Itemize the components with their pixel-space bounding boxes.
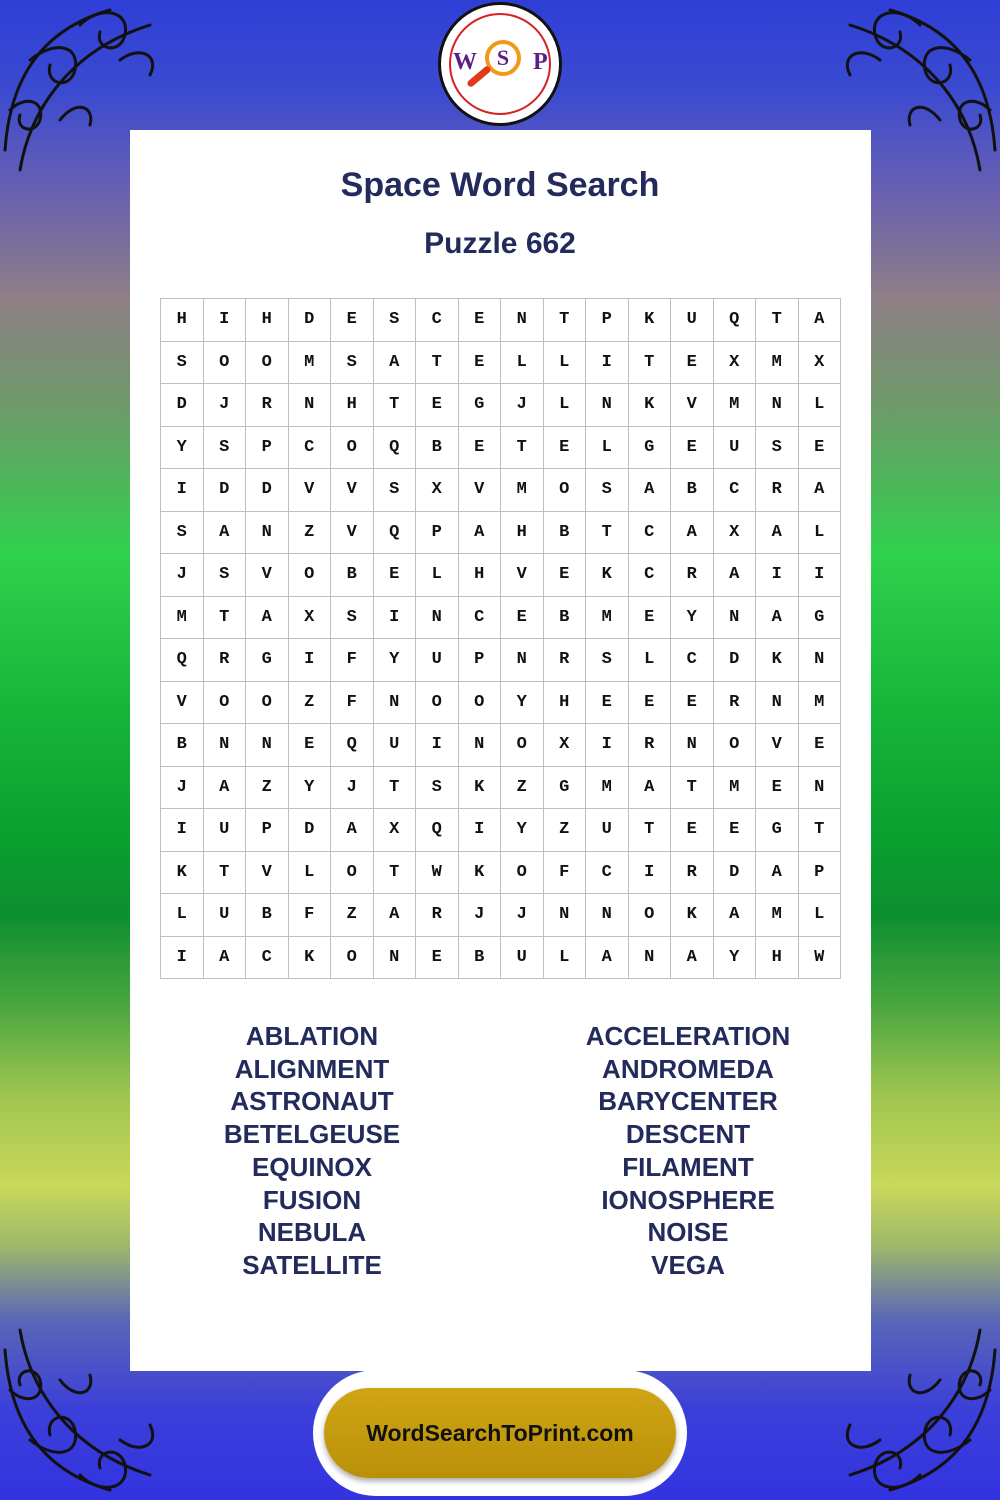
grid-cell[interactable]: M — [501, 469, 544, 512]
grid-cell[interactable]: M — [714, 767, 757, 810]
grid-cell[interactable]: M — [714, 384, 757, 427]
grid-cell[interactable]: L — [501, 342, 544, 385]
grid-cell[interactable]: R — [671, 852, 714, 895]
grid-cell[interactable]: V — [501, 554, 544, 597]
grid-cell[interactable]: R — [246, 384, 289, 427]
grid-cell[interactable]: E — [799, 427, 842, 470]
grid-cell[interactable]: A — [204, 767, 247, 810]
grid-cell[interactable]: N — [671, 724, 714, 767]
grid-cell[interactable]: I — [416, 724, 459, 767]
grid-cell[interactable]: T — [204, 852, 247, 895]
grid-cell[interactable]: J — [501, 384, 544, 427]
grid-cell[interactable]: Q — [374, 427, 417, 470]
grid-cell[interactable]: T — [374, 767, 417, 810]
grid-cell[interactable]: J — [161, 767, 204, 810]
grid-cell[interactable]: Y — [501, 809, 544, 852]
grid-cell[interactable]: S — [161, 512, 204, 555]
word-list-item: ACCELERATION — [585, 1021, 791, 1051]
word-list-item: ABLATION — [245, 1021, 379, 1051]
grid-cell[interactable]: S — [331, 597, 374, 640]
grid-cell[interactable]: S — [204, 427, 247, 470]
grid-cell[interactable]: K — [629, 299, 672, 342]
grid-cell[interactable]: A — [756, 512, 799, 555]
grid-cell[interactable]: G — [246, 639, 289, 682]
word-list-item: VEGA — [651, 1249, 725, 1280]
grid-cell[interactable]: N — [246, 724, 289, 767]
grid-cell[interactable]: D — [246, 469, 289, 512]
grid-cell[interactable]: I — [629, 852, 672, 895]
grid-cell[interactable]: P — [416, 512, 459, 555]
grid-cell[interactable]: L — [161, 894, 204, 937]
grid-cell[interactable]: E — [671, 342, 714, 385]
grid-cell[interactable]: B — [246, 894, 289, 937]
grid-cell[interactable]: T — [204, 597, 247, 640]
grid-cell[interactable]: C — [586, 852, 629, 895]
grid-cell[interactable]: F — [544, 852, 587, 895]
grid-cell[interactable]: G — [629, 427, 672, 470]
logo-letter-w: W — [453, 49, 477, 75]
grid-cell[interactable]: S — [331, 342, 374, 385]
grid-cell[interactable]: N — [416, 597, 459, 640]
grid-cell[interactable]: H — [756, 937, 799, 980]
grid-cell[interactable]: N — [501, 639, 544, 682]
grid-cell[interactable]: T — [374, 852, 417, 895]
grid-cell[interactable]: A — [714, 554, 757, 597]
grid-cell[interactable]: K — [671, 894, 714, 937]
grid-cell[interactable]: V — [246, 852, 289, 895]
grid-cell[interactable]: L — [629, 639, 672, 682]
grid-cell[interactable]: H — [544, 682, 587, 725]
grid-cell[interactable]: T — [756, 299, 799, 342]
grid-cell[interactable]: L — [416, 554, 459, 597]
grid-cell[interactable]: T — [799, 809, 842, 852]
grid-cell[interactable]: V — [331, 512, 374, 555]
grid-cell[interactable]: H — [459, 554, 502, 597]
grid-cell[interactable]: O — [544, 469, 587, 512]
grid-cell[interactable]: A — [374, 894, 417, 937]
grid-cell[interactable]: D — [289, 299, 332, 342]
grid-cell[interactable]: A — [671, 937, 714, 980]
grid-cell[interactable]: X — [374, 809, 417, 852]
grid-cell[interactable]: R — [756, 469, 799, 512]
grid-cell[interactable]: B — [161, 724, 204, 767]
grid-cell[interactable]: K — [629, 384, 672, 427]
grid-cell[interactable]: C — [416, 299, 459, 342]
grid-cell[interactable]: T — [501, 427, 544, 470]
grid-cell[interactable]: O — [459, 682, 502, 725]
word-list-right — [538, 1020, 838, 1282]
grid-cell[interactable]: Y — [671, 597, 714, 640]
grid-cell[interactable]: L — [544, 342, 587, 385]
grid-cell[interactable]: U — [671, 299, 714, 342]
grid-cell[interactable]: S — [586, 639, 629, 682]
grid-cell[interactable]: Z — [501, 767, 544, 810]
grid-cell[interactable]: Q — [331, 724, 374, 767]
grid-cell[interactable]: N — [289, 384, 332, 427]
grid-cell[interactable]: F — [331, 639, 374, 682]
grid-cell[interactable]: E — [756, 767, 799, 810]
grid-cell[interactable]: T — [629, 342, 672, 385]
grid-cell[interactable]: X — [799, 342, 842, 385]
site-logo[interactable] — [438, 2, 562, 126]
grid-cell[interactable]: D — [714, 639, 757, 682]
grid-cell[interactable]: A — [756, 597, 799, 640]
grid-cell[interactable]: B — [416, 427, 459, 470]
grid-cell[interactable]: H — [501, 512, 544, 555]
grid-cell[interactable]: L — [289, 852, 332, 895]
grid-cell[interactable]: G — [799, 597, 842, 640]
grid-cell[interactable]: T — [544, 299, 587, 342]
grid-cell[interactable]: V — [331, 469, 374, 512]
grid-cell[interactable]: A — [799, 299, 842, 342]
grid-cell[interactable]: E — [544, 427, 587, 470]
grid-cell[interactable]: F — [289, 894, 332, 937]
grid-cell[interactable]: C — [714, 469, 757, 512]
grid-cell[interactable]: E — [671, 809, 714, 852]
grid-cell[interactable]: E — [586, 682, 629, 725]
grid-cell[interactable]: B — [671, 469, 714, 512]
grid-cell[interactable]: G — [459, 384, 502, 427]
grid-cell[interactable]: I — [756, 554, 799, 597]
word-list-item: DESCENT — [625, 1119, 751, 1150]
grid-cell[interactable]: I — [586, 724, 629, 767]
grid-cell[interactable]: A — [204, 937, 247, 980]
logo-letter-p: P — [533, 49, 548, 75]
logo-letter-s: S — [496, 45, 510, 70]
grid-cell[interactable]: I — [799, 554, 842, 597]
grid-cell[interactable]: S — [161, 342, 204, 385]
grid-cell[interactable]: T — [629, 809, 672, 852]
grid-cell[interactable]: H — [161, 299, 204, 342]
grid-cell[interactable]: A — [246, 597, 289, 640]
grid-cell[interactable]: E — [501, 597, 544, 640]
grid-cell[interactable]: D — [289, 809, 332, 852]
grid-cell[interactable]: E — [459, 342, 502, 385]
word-list-left — [162, 1020, 462, 1282]
word-list-item: FUSION — [262, 1184, 362, 1215]
grid-cell[interactable]: N — [459, 724, 502, 767]
grid-cell[interactable]: I — [374, 597, 417, 640]
grid-cell[interactable]: A — [629, 469, 672, 512]
grid-cell[interactable]: N — [756, 384, 799, 427]
grid-cell[interactable]: L — [544, 384, 587, 427]
grid-cell[interactable]: U — [714, 427, 757, 470]
word-list-item: NEBULA — [257, 1217, 367, 1248]
grid-cell[interactable]: O — [289, 554, 332, 597]
grid-cell[interactable]: E — [671, 427, 714, 470]
grid-cell[interactable]: W — [416, 852, 459, 895]
grid-cell[interactable]: M — [289, 342, 332, 385]
grid-cell[interactable]: P — [586, 299, 629, 342]
grid-cell[interactable]: J — [501, 894, 544, 937]
word-list-item: ANDROMEDA — [602, 1053, 774, 1084]
grid-cell[interactable]: N — [374, 682, 417, 725]
grid-cell[interactable]: J — [459, 894, 502, 937]
grid-cell[interactable]: H — [246, 299, 289, 342]
grid-cell[interactable]: E — [544, 554, 587, 597]
page-title: Space Word Search — [340, 166, 660, 204]
grid-cell[interactable]: I — [586, 342, 629, 385]
grid-cell[interactable]: E — [416, 937, 459, 980]
grid-cell[interactable]: O — [246, 342, 289, 385]
grid-cell[interactable]: O — [331, 427, 374, 470]
word-list-item: SATELLITE — [242, 1249, 382, 1280]
grid-cell[interactable]: W — [799, 937, 842, 980]
grid-cell[interactable]: Y — [289, 767, 332, 810]
grid-cell[interactable]: N — [374, 937, 417, 980]
grid-cell[interactable]: O — [501, 852, 544, 895]
grid-cell[interactable]: S — [374, 299, 417, 342]
grid-cell[interactable]: Y — [161, 427, 204, 470]
grid-cell[interactable]: D — [714, 852, 757, 895]
grid-cell[interactable]: D — [204, 469, 247, 512]
grid-cell[interactable]: A — [331, 809, 374, 852]
word-list-item: NOISE — [647, 1217, 729, 1248]
grid-cell[interactable]: Y — [714, 937, 757, 980]
grid-cell[interactable]: N — [714, 597, 757, 640]
grid-cell[interactable]: K — [586, 554, 629, 597]
grid-cell[interactable]: C — [671, 639, 714, 682]
grid-cell[interactable]: O — [331, 852, 374, 895]
grid-cell[interactable]: S — [756, 427, 799, 470]
grid-cell[interactable]: V — [246, 554, 289, 597]
grid-cell[interactable]: I — [161, 809, 204, 852]
grid-cell[interactable]: L — [799, 512, 842, 555]
grid-cell[interactable]: A — [629, 767, 672, 810]
grid-cell[interactable]: U — [204, 894, 247, 937]
grid-cell[interactable]: X — [714, 342, 757, 385]
word-list-item: EQUINOX — [252, 1151, 372, 1182]
grid-cell[interactable]: B — [331, 554, 374, 597]
grid-cell[interactable]: R — [714, 682, 757, 725]
grid-cell[interactable]: P — [246, 427, 289, 470]
grid-cell[interactable]: M — [756, 894, 799, 937]
grid-cell[interactable]: T — [671, 767, 714, 810]
grid-cell[interactable]: B — [544, 512, 587, 555]
word-list-item: IONOSPHERE — [601, 1184, 775, 1215]
grid-cell[interactable]: L — [799, 384, 842, 427]
grid-cell[interactable]: L — [544, 937, 587, 980]
grid-cell[interactable]: C — [246, 937, 289, 980]
grid-cell[interactable]: Z — [289, 512, 332, 555]
grid-cell[interactable]: A — [714, 894, 757, 937]
grid-cell[interactable]: I — [204, 299, 247, 342]
grid-cell[interactable]: P — [246, 809, 289, 852]
grid-cell[interactable]: U — [501, 937, 544, 980]
grid-cell[interactable]: Y — [374, 639, 417, 682]
grid-cell[interactable]: O — [204, 342, 247, 385]
grid-cell[interactable]: V — [671, 384, 714, 427]
grid-cell[interactable]: E — [416, 384, 459, 427]
grid-cell[interactable]: P — [459, 639, 502, 682]
grid-cell[interactable]: E — [459, 427, 502, 470]
grid-cell[interactable]: Q — [161, 639, 204, 682]
grid-cell[interactable]: X — [714, 512, 757, 555]
grid-cell[interactable]: A — [756, 852, 799, 895]
grid-cell[interactable]: K — [289, 937, 332, 980]
grid-cell[interactable]: Q — [714, 299, 757, 342]
grid-cell[interactable]: O — [629, 894, 672, 937]
grid-cell[interactable]: O — [246, 682, 289, 725]
grid-cell[interactable]: K — [459, 767, 502, 810]
grid-cell[interactable]: O — [416, 682, 459, 725]
grid-cell[interactable]: T — [416, 342, 459, 385]
grid-cell[interactable]: U — [204, 809, 247, 852]
grid-cell[interactable]: R — [629, 724, 672, 767]
grid-cell[interactable]: S — [586, 469, 629, 512]
grid-cell[interactable]: P — [799, 852, 842, 895]
grid-cell[interactable]: G — [756, 809, 799, 852]
grid-cell[interactable]: A — [586, 937, 629, 980]
grid-cell[interactable]: C — [629, 554, 672, 597]
grid-cell[interactable]: K — [756, 639, 799, 682]
grid-cell[interactable]: R — [671, 554, 714, 597]
site-link-button[interactable] — [324, 1388, 676, 1478]
grid-cell[interactable]: N — [756, 682, 799, 725]
grid-cell[interactable]: L — [799, 894, 842, 937]
grid-cell[interactable]: X — [544, 724, 587, 767]
grid-cell[interactable]: E — [671, 682, 714, 725]
grid-cell[interactable]: M — [586, 597, 629, 640]
grid-cell[interactable]: N — [246, 512, 289, 555]
grid-cell[interactable]: T — [374, 384, 417, 427]
grid-cell[interactable]: O — [501, 724, 544, 767]
word-list-item: BARYCENTER — [598, 1086, 778, 1117]
letter-grid — [160, 298, 841, 979]
grid-cell[interactable]: V — [756, 724, 799, 767]
grid-cell[interactable]: K — [459, 852, 502, 895]
grid-cell[interactable]: J — [331, 767, 374, 810]
grid-cell[interactable]: Z — [246, 767, 289, 810]
grid-cell[interactable]: E — [459, 299, 502, 342]
grid-cell[interactable]: N — [204, 724, 247, 767]
grid-cell[interactable]: E — [374, 554, 417, 597]
grid-cell[interactable]: S — [204, 554, 247, 597]
grid-cell[interactable]: Z — [289, 682, 332, 725]
grid-cell[interactable]: G — [544, 767, 587, 810]
grid-cell[interactable]: M — [161, 597, 204, 640]
grid-cell[interactable]: B — [544, 597, 587, 640]
grid-cell[interactable]: M — [756, 342, 799, 385]
grid-cell[interactable]: R — [204, 639, 247, 682]
grid-cell[interactable]: A — [374, 342, 417, 385]
grid-cell[interactable]: N — [501, 299, 544, 342]
grid-cell[interactable]: B — [459, 937, 502, 980]
grid-cell[interactable]: J — [161, 554, 204, 597]
site-link-label: WordSearchToPrint.com — [366, 1419, 634, 1446]
grid-cell[interactable]: X — [289, 597, 332, 640]
word-list-item: FILAMENT — [622, 1151, 754, 1182]
grid-cell[interactable]: H — [331, 384, 374, 427]
grid-cell[interactable]: E — [714, 809, 757, 852]
grid-cell[interactable]: V — [289, 469, 332, 512]
grid-cell[interactable]: N — [799, 767, 842, 810]
grid-cell[interactable]: D — [161, 384, 204, 427]
grid-cell[interactable]: N — [544, 894, 587, 937]
grid-cell[interactable]: O — [204, 682, 247, 725]
grid-cell[interactable]: I — [161, 937, 204, 980]
word-list-item: BETELGEUSE — [223, 1119, 401, 1150]
grid-cell[interactable]: Q — [416, 809, 459, 852]
grid-cell[interactable]: V — [459, 469, 502, 512]
grid-cell[interactable]: Y — [501, 682, 544, 725]
puzzle-number: Puzzle 662 — [424, 227, 576, 260]
word-list-item: ALIGNMENT — [234, 1053, 390, 1084]
grid-cell[interactable]: O — [714, 724, 757, 767]
grid-cell[interactable]: M — [586, 767, 629, 810]
grid-cell[interactable]: C — [629, 512, 672, 555]
grid-cell[interactable]: U — [374, 724, 417, 767]
grid-cell[interactable]: Z — [331, 894, 374, 937]
grid-cell[interactable]: I — [459, 809, 502, 852]
grid-cell[interactable]: Z — [544, 809, 587, 852]
grid-cell[interactable]: E — [629, 597, 672, 640]
grid-cell[interactable]: L — [586, 427, 629, 470]
grid-cell[interactable]: E — [289, 724, 332, 767]
grid-cell[interactable]: I — [289, 639, 332, 682]
grid-cell[interactable]: O — [331, 937, 374, 980]
grid-cell[interactable]: R — [416, 894, 459, 937]
grid-cell[interactable]: C — [459, 597, 502, 640]
grid-cell[interactable]: X — [416, 469, 459, 512]
grid-cell[interactable]: R — [544, 639, 587, 682]
grid-cell[interactable]: N — [629, 937, 672, 980]
grid-cell[interactable]: A — [204, 512, 247, 555]
grid-cell[interactable]: U — [586, 809, 629, 852]
grid-cell[interactable]: E — [331, 299, 374, 342]
grid-cell[interactable]: Q — [374, 512, 417, 555]
grid-cell[interactable]: M — [799, 682, 842, 725]
grid-cell[interactable]: C — [289, 427, 332, 470]
grid-cell[interactable]: A — [671, 512, 714, 555]
grid-cell[interactable]: K — [161, 852, 204, 895]
grid-cell[interactable]: S — [374, 469, 417, 512]
grid-cell[interactable]: A — [459, 512, 502, 555]
grid-cell[interactable]: E — [799, 724, 842, 767]
grid-cell[interactable]: F — [331, 682, 374, 725]
grid-cell[interactable]: N — [799, 639, 842, 682]
grid-cell[interactable]: T — [586, 512, 629, 555]
grid-cell[interactable]: J — [204, 384, 247, 427]
grid-cell[interactable]: U — [416, 639, 459, 682]
grid-cell[interactable]: N — [586, 894, 629, 937]
grid-cell[interactable]: N — [586, 384, 629, 427]
word-list-item: ASTRONAUT — [230, 1086, 394, 1117]
grid-cell[interactable]: E — [629, 682, 672, 725]
grid-cell[interactable]: A — [799, 469, 842, 512]
grid-cell[interactable]: V — [161, 682, 204, 725]
grid-cell[interactable]: I — [161, 469, 204, 512]
grid-cell[interactable]: S — [416, 767, 459, 810]
